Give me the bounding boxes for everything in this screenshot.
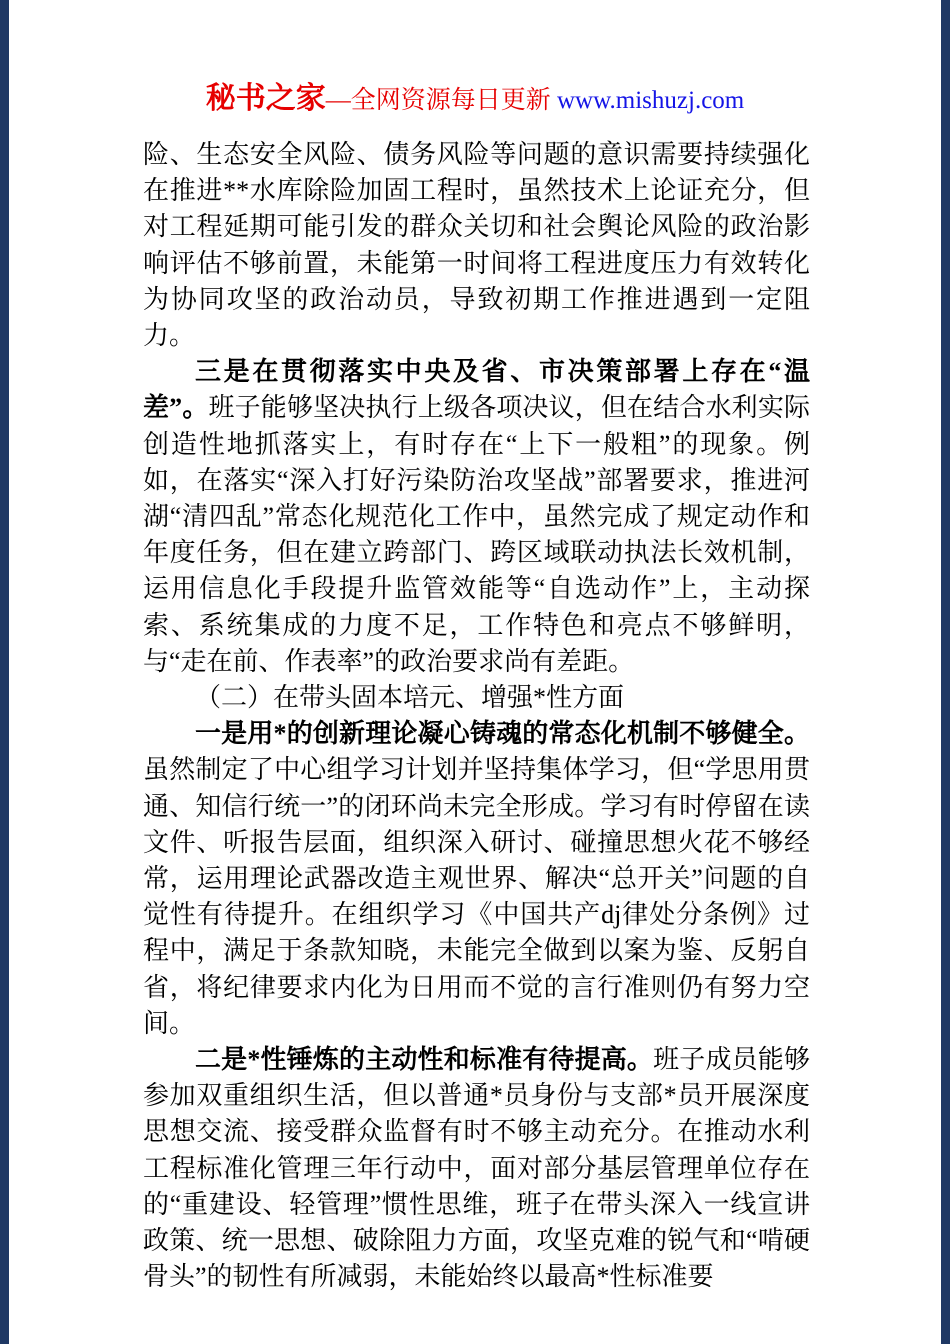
site-brand: 秘书之家 [205,82,326,115]
paragraph-body: 虽然制定了中心组学习计划并坚持集体学习，但“学思用贯通、知信行统一”的闭环尚未完全形成。学习有时停留在读文件、听报告层面，组织深入研讨、碰撞思想火花不够经常，运用理论武器改造主观世界、解决“总开关”问题的自觉性有待提升。在组织学习《中国共产dj律处分条例》过程中，满足于条款知晓，未能完全做到以案为鉴、反躬自省，将纪律要求内化为日用而不觉的言行准则仍有努力空间。 [143,755,810,1038]
paragraph-lead: 一是用*的创新理论凝心铸魂的常态化机制不够健全。 [195,719,810,749]
document-header [0,0,950,121]
paragraph [143,354,810,680]
site-url-link[interactable]: www.mishuzj.com [557,87,745,114]
paragraph-body: 险、生态安全风险、债务风险等问题的意识需要持续强化在推进**水库除险加固工程时，虽然技术上论证充分，但对工程延期可能引发的群众关切和社会舆论风险的政治影响评估不够前置，未能第一时间将工程进度压力有效转化为协同攻坚的政治动员，导致初期工作推进遇到一定阻力。 [143,140,810,351]
page-border-left [0,0,9,1344]
paragraph-lead: 三是在贯彻落实中央及省、市决策部署上存在“温差”。 [143,357,810,423]
paragraph [143,1042,810,1295]
document-body [143,137,810,1296]
paragraph [143,137,810,354]
section-heading [143,680,810,716]
paragraph-body: 班子成员能够参加双重组织生活，但以普通*员身份与支部*员开展深度思想交流、接受群众监督有时不够主动充分。在推动水利工程标准化管理三年行动中，面对部分基层管理单位存在的“重建设、轻管理”惯性思维，班子在带头深入一线宣讲政策、统一思想、破除阻力方面，攻坚克难的锐气和“啃硬骨头”的韧性有所减弱，未能始终以最高*性标准要 [143,1045,810,1292]
paragraph [143,716,810,1042]
paragraph-body: （二）在带头固本培元、增强*性方面 [195,683,625,713]
page-border-right [941,0,950,1344]
paragraph-lead: 二是*性锤炼的主动性和标准有待提高。 [195,1045,654,1075]
site-tagline: —全网资源每日更新 [325,87,557,114]
paragraph-body: 班子能够坚决执行上级各项决议，但在结合水利实际创造性地抓落实上，有时存在“上下一般粗”的现象。例如，在落实“深入打好污染防治攻坚战”部署要求，推进河湖“清四乱”常态化规范化工作中，虽然完成了规定动作和年度任务，但在建立跨部门、跨区域联动执法长效机制，运用信息化手段提升监管效能等“自选动作”上，主动探索、系统集成的力度不足，工作特色和亮点不够鲜明，与“走在前、作表率”的政治要求尚有差距。 [143,393,810,676]
